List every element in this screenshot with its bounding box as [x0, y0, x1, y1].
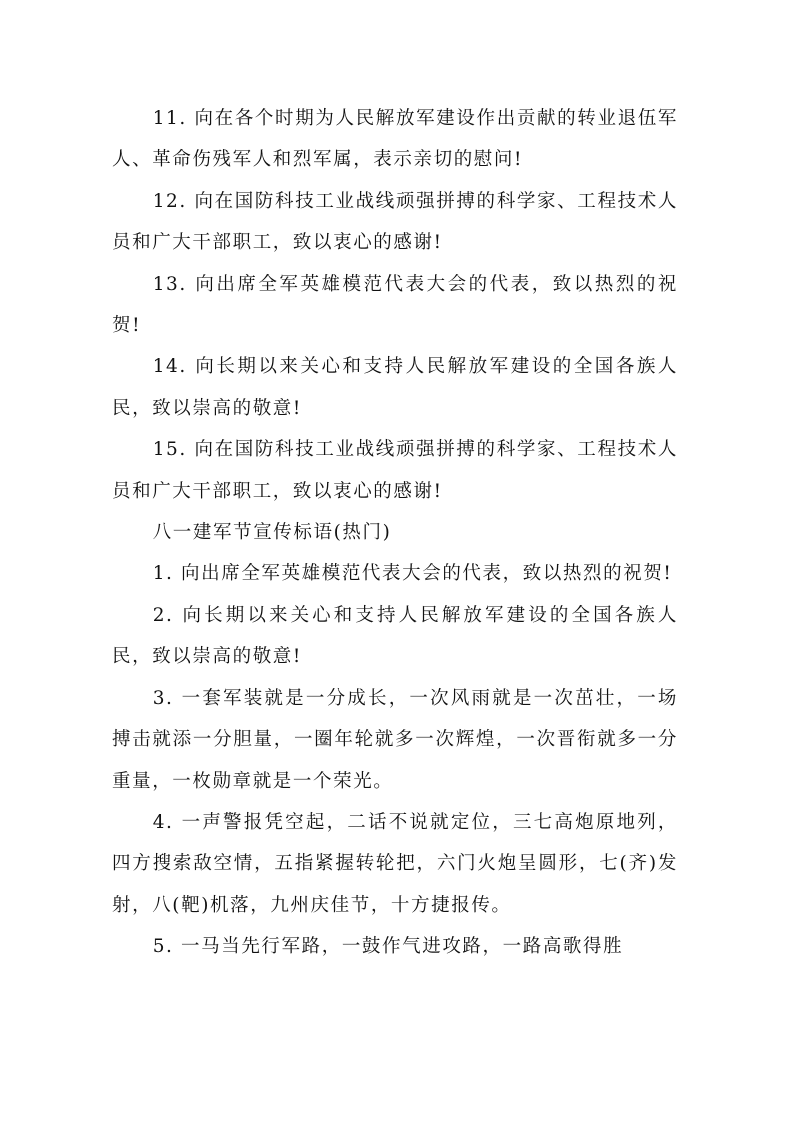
paragraph-15: 15. 向在国防科技工业战线顽强拼搏的科学家、工程技术人员和广大干部职工，致以衷心的感谢!	[112, 439, 678, 502]
section-paragraph-5: 5. 一马当先行军路，一鼓作气进攻路，一路高歌得胜	[152, 936, 624, 958]
document-body	[112, 98, 678, 968]
section-paragraph-4: 4. 一声警报凭空起，二话不说就定位，三七高炮原地列，四方搜索敌空情，五指紧握转轮把，六门火炮呈圆形，七(齐)发射，八(靶)机落，九州庆佳节，十方捷报传。	[112, 811, 678, 916]
section-paragraph-2: 2. 向长期以来关心和支持人民解放军建设的全国各族人民，致以崇高的敬意!	[112, 604, 678, 668]
section-paragraph-1: 1. 向出席全军英雄模范代表大会的代表，致以热烈的祝贺!	[152, 563, 673, 585]
section-heading: 八一建军节宣传标语(热门)	[152, 522, 392, 544]
paragraph-14: 14. 向长期以来关心和支持人民解放军建设的全国各族人民，致以崇高的敬意!	[112, 356, 678, 419]
paragraph-11: 11. 向在各个时期为人民解放军建设作出贡献的转业退伍军人、革命伤残军人和烈军属，表示亲切的慰问!	[112, 108, 678, 171]
section-paragraph-3: 3. 一套军装就是一分成长，一次风雨就是一次茁壮，一场搏击就添一分胆量，一圈年轮就多一次辉煌，一次晋衔就多一分重量，一枚勋章就是一个荣光。	[112, 687, 678, 792]
paragraph-13: 13. 向出席全军英雄模范代表大会的代表，致以热烈的祝贺!	[112, 273, 678, 337]
paragraph-12: 12. 向在国防科技工业战线顽强拼搏的科学家、工程技术人员和广大干部职工，致以衷心的感谢!	[112, 190, 678, 254]
